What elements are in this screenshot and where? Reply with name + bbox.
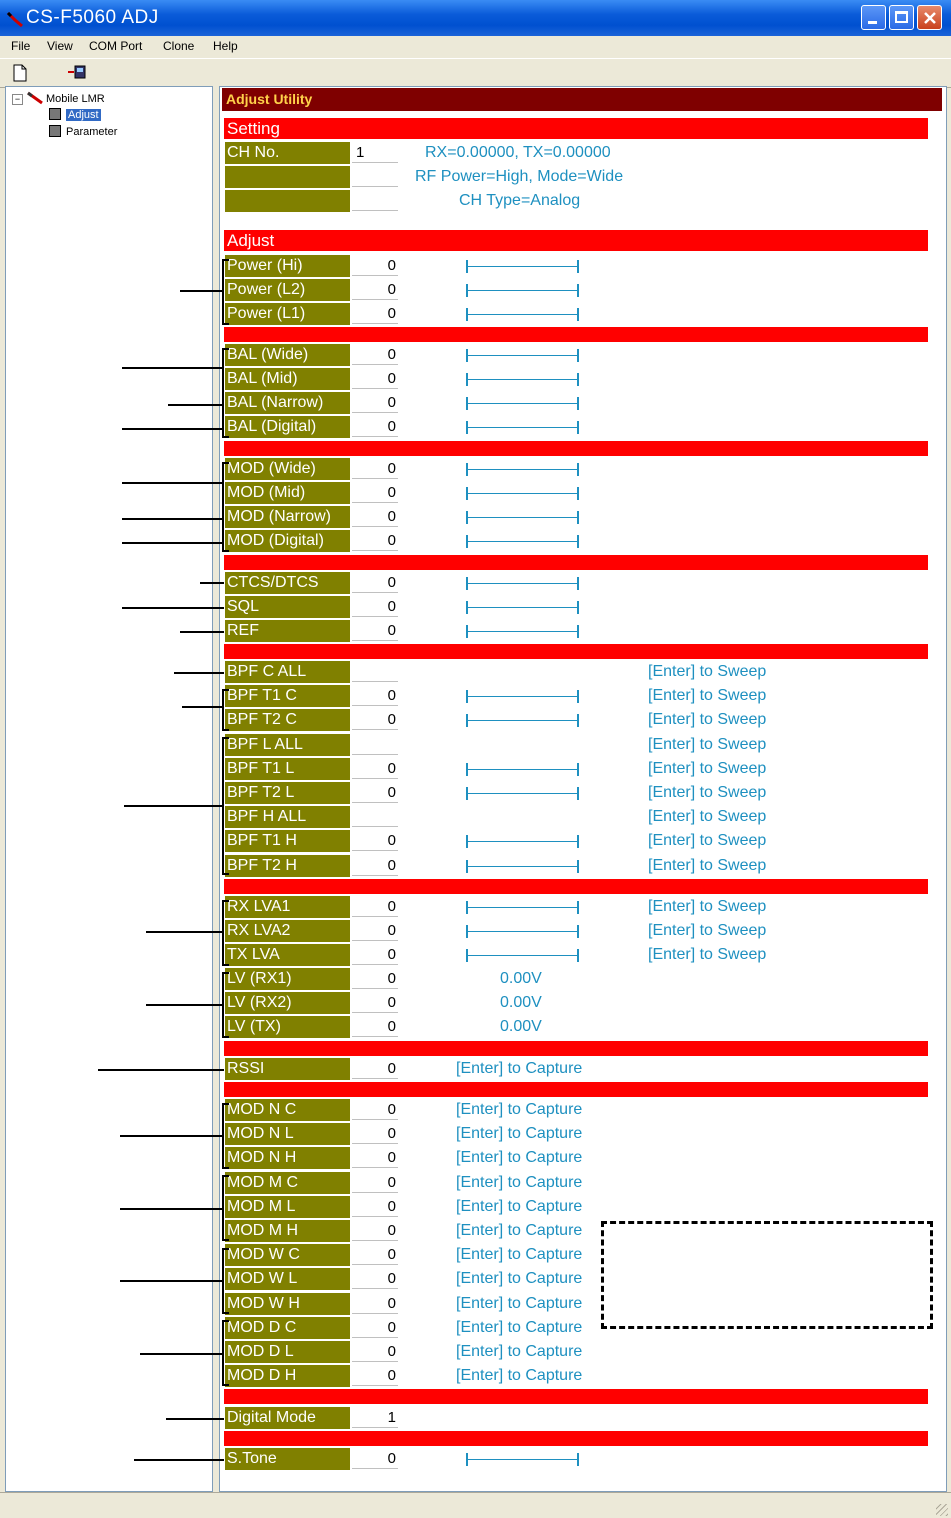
level-bar [466, 949, 579, 963]
label-bpf-l-all: BPF L ALL [225, 734, 350, 756]
value-mod-m-h[interactable]: 0 [352, 1220, 398, 1241]
menu-bar [0, 36, 951, 58]
maximize-button[interactable] [889, 5, 914, 30]
tree-root-label: Mobile LMR [46, 93, 105, 105]
sweep-hint[interactable]: [Enter] to Sweep [648, 735, 767, 753]
level-bar [466, 308, 579, 322]
annotation-box [601, 1221, 933, 1329]
label-blank-1 [225, 166, 350, 188]
capture-hint[interactable]: [Enter] to Capture [456, 1173, 583, 1191]
value-mod-n-h[interactable]: 0 [352, 1147, 398, 1168]
value-power-hi[interactable]: 0 [352, 255, 398, 276]
value-mod-w-l[interactable]: 0 [352, 1268, 398, 1289]
value-rx-lva1[interactable]: 0 [352, 896, 398, 917]
voltage-readout: 0.00V [500, 1018, 542, 1035]
value-mod-w-h[interactable]: 0 [352, 1293, 398, 1314]
capture-hint[interactable]: [Enter] to Capture [456, 1318, 583, 1336]
label-sql: SQL [225, 596, 350, 618]
sweep-hint[interactable]: [Enter] to Sweep [648, 898, 767, 915]
separator [224, 555, 928, 570]
blank-field-1[interactable] [352, 166, 398, 187]
sweep-hint[interactable]: [Enter] to Sweep [648, 946, 767, 963]
label-lv-tx: LV (TX) [225, 1016, 350, 1038]
label-mod-n-l: MOD N L [225, 1123, 350, 1145]
info-ch-type: CH Type=Analog [459, 192, 581, 209]
label-mod-d-l: MOD D L [225, 1341, 350, 1363]
callout-line [120, 1208, 224, 1210]
label-bpf-t1-h: BPF T1 H [225, 830, 350, 852]
value-mod-narrow[interactable]: 0 [352, 506, 398, 527]
menu-com-port[interactable]: COM Port [89, 39, 143, 53]
capture-hint[interactable]: [Enter] to Capture [456, 1222, 583, 1239]
info-rx-tx: RX=0.00000, TX=0.00000 [425, 144, 611, 161]
close-button[interactable] [917, 5, 942, 30]
label-bpf-c-all: BPF C ALL [225, 661, 350, 683]
value-bpf-t1-h[interactable]: 0 [352, 830, 398, 851]
connect-button[interactable] [66, 63, 88, 83]
level-bar [466, 860, 579, 874]
value-bal-narrow[interactable]: 0 [352, 392, 398, 413]
document-icon [49, 125, 61, 137]
label-ch-no: CH No. [225, 142, 350, 164]
bracket [222, 1175, 229, 1241]
label-mod-w-c: MOD W C [225, 1244, 350, 1266]
value-lv-rx2[interactable]: 0 [352, 992, 398, 1013]
callout-line [180, 631, 224, 633]
value-tx-lva[interactable]: 0 [352, 944, 398, 965]
sweep-hint[interactable]: [Enter] to Sweep [648, 856, 767, 874]
computer-icon [66, 63, 88, 83]
label-mod-w-h: MOD W H [225, 1293, 350, 1315]
value-s-tone[interactable]: 0 [352, 1448, 398, 1469]
capture-hint[interactable]: [Enter] to Capture [456, 1060, 583, 1077]
callout-line [122, 367, 224, 369]
separator [224, 644, 928, 659]
level-bar [466, 260, 579, 274]
label-mod-m-h: MOD M H [225, 1220, 350, 1242]
callout-line [122, 428, 224, 430]
callout-line [146, 1004, 224, 1006]
menu-view[interactable]: View [47, 39, 73, 53]
level-bar [466, 284, 579, 298]
level-bar [466, 625, 579, 639]
label-mod-m-l: MOD M L [225, 1196, 350, 1218]
label-mod-n-c: MOD N C [225, 1099, 350, 1121]
capture-hint[interactable]: [Enter] to Capture [456, 1149, 583, 1167]
callout-line [182, 706, 224, 708]
bracket [222, 1248, 229, 1314]
label-lv-rx1: LV (RX1) [225, 968, 350, 990]
capture-hint[interactable]: [Enter] to Capture [456, 1294, 583, 1312]
label-bal-narrow: BAL (Narrow) [225, 392, 350, 414]
value-rx-lva2[interactable]: 0 [352, 920, 398, 941]
level-bar [466, 1453, 579, 1467]
bracket [222, 259, 229, 325]
tree-item-parameter[interactable] [49, 124, 117, 140]
callout-line [140, 1353, 224, 1355]
sweep-hint[interactable]: [Enter] to Sweep [648, 687, 767, 705]
sweep-hint[interactable]: [Enter] to Sweep [648, 922, 767, 939]
sweep-hint[interactable]: [Enter] to Sweep [648, 784, 767, 801]
level-bar [466, 373, 579, 387]
value-mod-mid[interactable]: 0 [352, 482, 398, 503]
capture-hint[interactable]: [Enter] to Capture [456, 1343, 583, 1360]
label-power-hi: Power (Hi) [225, 255, 350, 277]
level-bar [466, 349, 579, 363]
new-button[interactable] [10, 63, 32, 83]
level-bar [466, 925, 579, 939]
level-bar [466, 690, 579, 704]
panel-title: Adjust Utility [222, 88, 942, 111]
level-bar [466, 421, 579, 435]
value-mod-wide[interactable]: 0 [352, 458, 398, 479]
label-ref: REF [225, 620, 350, 642]
capture-hint[interactable]: [Enter] to Capture [456, 1101, 583, 1118]
value-digital-mode[interactable]: 1 [352, 1407, 398, 1428]
bracket [222, 462, 229, 552]
window-title: CS-F5060 ADJ [26, 7, 159, 28]
tree-item-label: Parameter [66, 126, 118, 138]
separator [224, 879, 928, 894]
title-bar [0, 0, 951, 36]
voltage-readout: 0.00V [500, 994, 542, 1011]
label-mod-m-c: MOD M C [225, 1172, 350, 1194]
level-bar [466, 535, 579, 549]
value-bal-digital[interactable]: 0 [352, 416, 398, 437]
value-ctcs-dtcs[interactable]: 0 [352, 572, 398, 593]
callout-line [180, 290, 224, 292]
label-rx-lva1: RX LVA1 [225, 896, 350, 918]
separator [224, 1082, 928, 1097]
value-bpf-t2-h[interactable]: 0 [352, 855, 398, 876]
value-mod-m-c[interactable]: 0 [352, 1172, 398, 1193]
label-mod-wide: MOD (Wide) [225, 458, 350, 480]
value-bpf-l-all[interactable] [352, 734, 398, 755]
bracket [222, 1103, 229, 1169]
document-icon [49, 108, 61, 120]
label-mod-digital: MOD (Digital) [225, 530, 350, 552]
label-mod-mid: MOD (Mid) [225, 482, 350, 504]
label-bpf-t2-c: BPF T2 C [225, 709, 350, 731]
level-bar [466, 577, 579, 591]
level-bar [466, 601, 579, 615]
tree-item-adjust[interactable] [49, 107, 101, 123]
value-bpf-t2-c[interactable]: 0 [352, 709, 398, 730]
level-bar [466, 463, 579, 477]
bracket [222, 900, 229, 966]
label-mod-w-l: MOD W L [225, 1268, 350, 1290]
callout-line [134, 1459, 224, 1461]
separator [224, 441, 928, 456]
callout-line [146, 931, 224, 933]
minimize-icon [868, 21, 877, 24]
toolbar [0, 58, 951, 88]
level-bar [466, 835, 579, 849]
value-bpf-t2-l[interactable]: 0 [352, 782, 398, 803]
value-mod-d-l[interactable]: 0 [352, 1341, 398, 1362]
value-ref[interactable]: 0 [352, 620, 398, 641]
callout-line [122, 518, 224, 520]
label-bal-wide: BAL (Wide) [225, 344, 350, 366]
label-mod-n-h: MOD N H [225, 1147, 350, 1169]
menu-help[interactable]: Help [213, 39, 238, 53]
label-mod-d-h: MOD D H [225, 1365, 350, 1387]
value-rssi[interactable]: 0 [352, 1058, 398, 1079]
callout-line [166, 1418, 224, 1420]
callout-line [122, 482, 224, 484]
capture-hint[interactable]: [Enter] to Capture [456, 1125, 583, 1143]
bracket [222, 737, 229, 875]
label-digital-mode: Digital Mode [225, 1407, 350, 1429]
capture-hint[interactable]: [Enter] to Capture [456, 1367, 583, 1385]
minimize-button[interactable] [861, 5, 886, 30]
label-bpf-t2-l: BPF T2 L [225, 782, 350, 804]
separator [224, 1431, 928, 1446]
bracket [222, 972, 229, 1038]
value-bpf-h-all[interactable] [352, 806, 398, 827]
label-bpf-t2-h: BPF T2 H [225, 855, 350, 877]
level-bar [466, 511, 579, 525]
level-bar [466, 714, 579, 728]
label-bal-digital: BAL (Digital) [225, 416, 350, 438]
callout-line [98, 1069, 224, 1071]
value-mod-n-c[interactable]: 0 [352, 1099, 398, 1120]
label-bal-mid: BAL (Mid) [225, 368, 350, 390]
value-power-l1[interactable]: 0 [352, 303, 398, 324]
app-icon [6, 10, 24, 28]
label-rx-lva2: RX LVA2 [225, 920, 350, 942]
level-bar [466, 487, 579, 501]
label-power-l1: Power (L1) [225, 303, 350, 325]
label-blank-2 [225, 190, 350, 212]
blank-field-2[interactable] [352, 190, 398, 211]
new-file-icon [10, 63, 30, 83]
label-mod-d-c: MOD D C [225, 1317, 350, 1339]
menu-clone[interactable]: Clone [163, 39, 195, 53]
value-power-l2[interactable]: 0 [352, 279, 398, 300]
level-bar [466, 787, 579, 801]
level-bar [466, 763, 579, 777]
radio-icon [27, 91, 43, 105]
capture-hint[interactable]: [Enter] to Capture [456, 1270, 583, 1288]
callout-line [120, 1280, 224, 1282]
label-mod-narrow: MOD (Narrow) [225, 506, 350, 528]
separator [224, 1041, 928, 1056]
label-lv-rx2: LV (RX2) [225, 992, 350, 1014]
capture-hint[interactable]: [Enter] to Capture [456, 1246, 583, 1264]
sweep-hint[interactable]: [Enter] to Sweep [648, 808, 767, 826]
value-mod-w-c[interactable]: 0 [352, 1244, 398, 1265]
value-lv-tx[interactable]: 0 [352, 1016, 398, 1037]
callout-line [124, 805, 224, 807]
maximize-icon [895, 11, 908, 23]
collapse-icon[interactable]: − [12, 94, 23, 105]
label-rssi: RSSI [225, 1058, 350, 1080]
separator [224, 1389, 928, 1404]
value-mod-digital[interactable]: 0 [352, 530, 398, 551]
bracket [222, 348, 229, 438]
level-bar [466, 901, 579, 915]
label-power-l2: Power (L2) [225, 279, 350, 301]
capture-hint[interactable]: [Enter] to Capture [456, 1197, 583, 1215]
value-bpf-t1-l[interactable]: 0 [352, 758, 398, 779]
value-bpf-t1-c[interactable]: 0 [352, 685, 398, 706]
section-adjust: Adjust [224, 230, 928, 251]
sweep-hint[interactable]: [Enter] to Sweep [648, 759, 767, 777]
tree-root[interactable] [12, 91, 105, 107]
resize-grip[interactable] [936, 1504, 948, 1516]
callout-line [168, 404, 224, 406]
callout-line [174, 672, 224, 674]
value-mod-m-l[interactable]: 0 [352, 1196, 398, 1217]
value-lv-rx1[interactable]: 0 [352, 968, 398, 989]
ch-no-field[interactable]: 1 [352, 142, 398, 163]
value-mod-d-h[interactable]: 0 [352, 1365, 398, 1386]
value-mod-n-l[interactable]: 0 [352, 1123, 398, 1144]
sweep-hint[interactable]: [Enter] to Sweep [648, 711, 767, 729]
sweep-hint[interactable]: [Enter] to Sweep [648, 663, 767, 680]
separator [224, 327, 928, 342]
voltage-readout: 0.00V [500, 970, 542, 987]
status-bar [0, 1492, 951, 1518]
value-bal-mid[interactable]: 0 [352, 368, 398, 389]
level-bar [466, 397, 579, 411]
label-ctcs-dtcs: CTCS/DTCS [225, 572, 350, 594]
bracket [222, 1320, 229, 1386]
callout-line [200, 582, 224, 584]
section-setting: Setting [224, 118, 928, 139]
info-rf-power: RF Power=High, Mode=Wide [415, 168, 624, 185]
callout-line [122, 542, 224, 544]
value-bpf-c-all[interactable] [352, 661, 398, 682]
callout-line [122, 607, 224, 609]
value-bal-wide[interactable]: 0 [352, 344, 398, 365]
label-bpf-t1-l: BPF T1 L [225, 758, 350, 780]
menu-file[interactable]: File [11, 39, 31, 53]
label-bpf-t1-c: BPF T1 C [225, 685, 350, 707]
label-s-tone: S.Tone [225, 1448, 350, 1470]
tree-item-label: Adjust [68, 109, 99, 121]
value-mod-d-c[interactable]: 0 [352, 1317, 398, 1338]
value-sql[interactable]: 0 [352, 596, 398, 617]
label-bpf-h-all: BPF H ALL [225, 806, 350, 828]
close-icon [923, 11, 937, 25]
label-tx-lva: TX LVA [225, 944, 350, 966]
bracket [222, 689, 229, 731]
callout-line [120, 1135, 224, 1137]
sweep-hint[interactable]: [Enter] to Sweep [648, 832, 767, 850]
